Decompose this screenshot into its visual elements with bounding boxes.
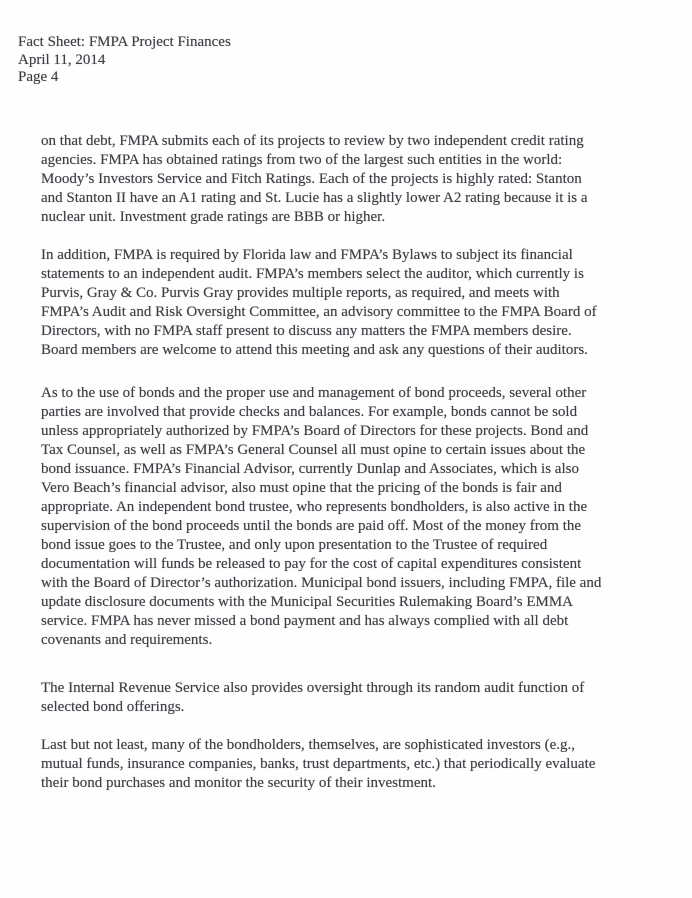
text-line: supervision of the bond proceeds until the bonds are paid off. Most of the money from the: [41, 518, 582, 534]
text-line: service. FMPA has never missed a bond payment and has always complied with all debt: [41, 613, 569, 629]
text-line: selected bond offerings.: [41, 699, 185, 715]
text-line: unless appropriately authorized by FMPA’s Board of Directors for these projects. Bond and: [41, 423, 589, 439]
text-line: their bond purchases and monitor the security of their investment.: [41, 775, 436, 791]
text-line: nuclear unit. Investment grade ratings are BBB or higher.: [41, 209, 386, 225]
text-line: Last but not least, many of the bondholders, themselves, are sophisticated investors (e.g.,: [41, 737, 576, 753]
text-line: statements to an independent audit. FMPA’s members select the auditor, which currently is: [41, 266, 584, 282]
text-line: documentation will funds be released to pay for the cost of capital expenditures consistent: [41, 556, 582, 572]
text-line: bond issue goes to the Trustee, and only upon presentation to the Trustee of required: [41, 537, 548, 553]
paragraph-irs-oversight: [41, 679, 584, 717]
text-line: Tax Counsel, as well as FMPA’s General Counsel all must opine to certain issues about the: [41, 442, 586, 458]
text-line: In addition, FMPA is required by Florida law and FMPA’s Bylaws to subject its financial: [41, 247, 573, 263]
text-line: Purvis, Gray & Co. Purvis Gray provides multiple reports, as required, and meets with: [41, 285, 560, 301]
text-line: Page 4: [18, 69, 59, 85]
paragraph-bondholders: [41, 736, 595, 793]
text-line: Fact Sheet: FMPA Project Finances: [18, 34, 231, 50]
text-line: Directors, with no FMPA staff present to discuss any matters the FMPA members desire.: [41, 323, 572, 339]
text-line: The Internal Revenue Service also provides oversight through its random audit function of: [41, 680, 585, 696]
text-line: As to the use of bonds and the proper use and management of bond proceeds, several other: [41, 385, 587, 401]
text-line: covenants and requirements.: [41, 632, 213, 648]
text-line: Moody’s Investors Service and Fitch Ratings. Each of the projects is highly rated: Stanton: [41, 171, 582, 187]
text-line: on that debt, FMPA submits each of its projects to review by two independent credit rating: [41, 133, 584, 149]
text-line: April 11, 2014: [18, 51, 106, 68]
document-header: [18, 34, 231, 87]
text-line: FMPA’s Audit and Risk Oversight Committee, an advisory committee to the FMPA Board of: [41, 304, 597, 320]
paragraph-independent-audit: [41, 246, 597, 360]
text-line: Vero Beach’s financial advisor, also must opine that the pricing of the bonds is fair and: [41, 480, 562, 496]
paragraph-credit-ratings: [41, 132, 588, 227]
text-line: bond issuance. FMPA’s Financial Advisor, currently Dunlap and Associates, which is also: [41, 461, 579, 477]
text-line: parties are involved that provide checks and balances. For example, bonds cannot be sold: [41, 404, 578, 420]
text-line: Board members are welcome to attend this meeting and ask any questions of their auditors.: [41, 342, 588, 358]
text-line: and Stanton II have an A1 rating and St. Lucie has a slightly lower A2 rating because it is a: [41, 190, 588, 206]
text-line: with the Board of Director’s authorization. Municipal bond issuers, including FMPA, file and: [41, 575, 602, 591]
text-line: agencies. FMPA has obtained ratings from two of the largest such entities in the world:: [41, 152, 563, 168]
text-line: appropriate. An independent bond trustee, who represents bondholders, is also active in the: [41, 499, 588, 515]
text-line: mutual funds, insurance companies, banks, trust departments, etc.) that periodically evaluate: [41, 756, 596, 772]
text-line: update disclosure documents with the Municipal Securities Rulemaking Board’s EMMA: [41, 594, 573, 610]
paragraph-bond-proceeds-oversight: [41, 384, 601, 650]
